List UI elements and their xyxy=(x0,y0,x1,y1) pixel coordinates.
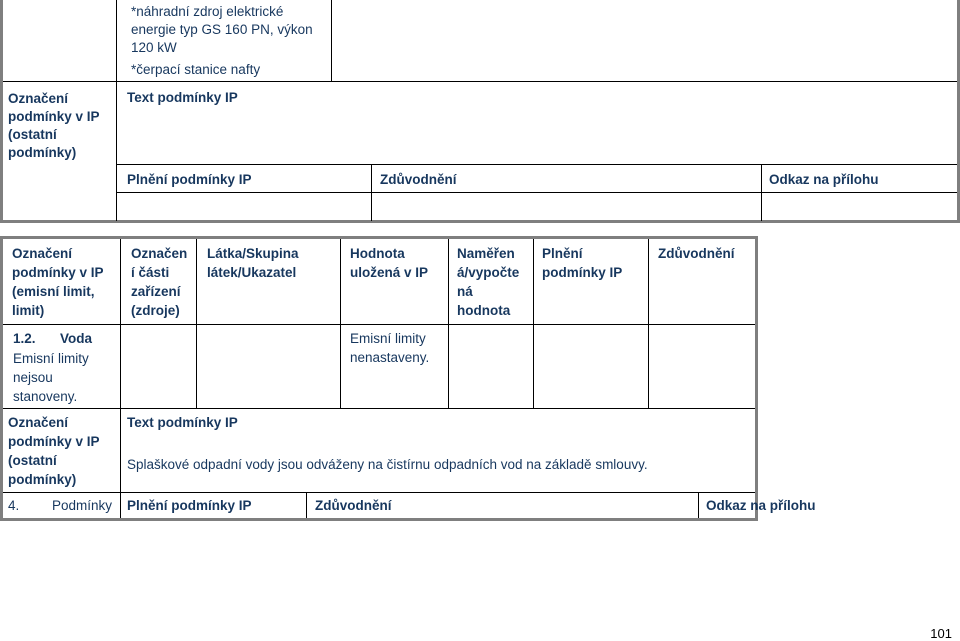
header-substance: Látka/Skupina xyxy=(207,246,299,261)
condition-text: Splaškové odpadní vody jsou odváženy na čistírnu odpadních vod na základě smlouvy. xyxy=(127,457,648,472)
divider xyxy=(698,492,699,518)
divider xyxy=(116,192,957,193)
header-condition: (emisní limit, xyxy=(12,284,95,299)
row-value: Emisní limity xyxy=(13,351,89,366)
condition-label: podmínky v IP xyxy=(8,109,100,124)
header-value: uložená v IP xyxy=(350,265,429,280)
divider xyxy=(448,239,449,408)
text-label: Text podmínky IP xyxy=(127,415,238,430)
reason-label: Zdůvodnění xyxy=(380,172,457,187)
condition-label: (ostatní xyxy=(8,453,57,468)
header-part: zařízení xyxy=(131,284,181,299)
header-reason: Zdůvodnění xyxy=(658,246,735,261)
divider xyxy=(3,408,755,409)
header-part: Označen xyxy=(131,246,188,261)
divider xyxy=(371,164,372,221)
header-part: (zdroje) xyxy=(131,303,180,318)
header-fulfil: podmínky IP xyxy=(542,265,623,280)
header-measured: ná xyxy=(457,284,473,299)
row-limit: Emisní limity xyxy=(350,331,426,346)
condition-label: podmínky) xyxy=(8,145,77,160)
equipment-line: 120 kW xyxy=(131,40,177,55)
row-value: nejsou xyxy=(13,370,53,385)
header-condition: podmínky v IP xyxy=(12,265,104,280)
header-measured: Naměřen xyxy=(457,246,515,261)
row-value: stanoveny. xyxy=(13,389,78,404)
condition-label: (ostatní xyxy=(8,127,57,142)
row-name: Podmínky xyxy=(52,498,113,513)
reason-label: Zdůvodnění xyxy=(315,498,392,513)
divider xyxy=(120,239,121,408)
equipment-line: *náhradní zdroj elektrické xyxy=(131,4,284,19)
equipment-line: *čerpací stanice nafty xyxy=(131,62,261,77)
header-measured: á/vypočte xyxy=(457,265,520,280)
attachment-label: Odkaz na přílohu xyxy=(769,172,879,187)
equipment-line: energie typ GS 160 PN, výkon xyxy=(131,22,313,37)
page-number: 101 xyxy=(930,626,952,641)
divider xyxy=(340,239,341,408)
text-label: Text podmínky IP xyxy=(127,90,238,105)
header-part: í části xyxy=(131,265,170,280)
header-condition: Označení xyxy=(12,246,73,261)
divider xyxy=(761,164,762,221)
row-number: 4. xyxy=(8,498,20,513)
divider xyxy=(116,164,957,165)
divider xyxy=(306,492,307,518)
divider xyxy=(3,324,755,325)
divider xyxy=(3,492,755,493)
row-name: Voda xyxy=(60,331,93,346)
condition-label: Označení xyxy=(8,415,69,430)
divider xyxy=(648,239,649,408)
row-limit: nenastaveny. xyxy=(350,350,430,365)
header-substance: látek/Ukazatel xyxy=(207,265,297,280)
row-number: 1.2. xyxy=(13,331,36,346)
header-condition: limit) xyxy=(12,303,45,318)
condition-label: Označení xyxy=(8,91,69,106)
divider xyxy=(533,239,534,408)
condition-label: podmínky v IP xyxy=(8,434,100,449)
divider xyxy=(116,0,117,221)
header-fulfil: Plnění xyxy=(542,246,583,261)
divider xyxy=(331,0,332,81)
header-value: Hodnota xyxy=(350,246,405,261)
divider xyxy=(120,408,121,518)
condition-label: podmínky) xyxy=(8,472,77,487)
divider xyxy=(196,239,197,408)
fulfil-label: Plnění podmínky IP xyxy=(127,498,252,513)
fulfil-label: Plnění podmínky IP xyxy=(127,172,252,187)
header-measured: hodnota xyxy=(457,303,511,318)
divider xyxy=(3,81,957,82)
attachment-label: Odkaz na přílohu xyxy=(706,498,816,513)
